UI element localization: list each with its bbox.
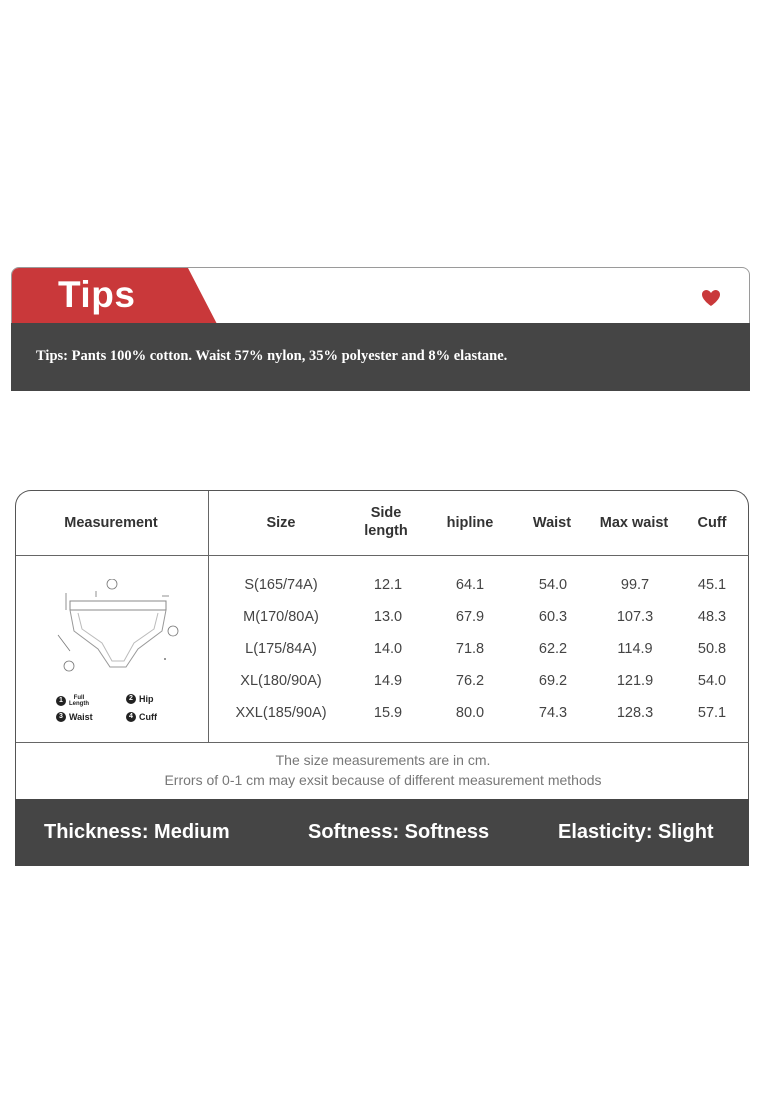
cell-cuff: 48.3 <box>697 609 727 625</box>
header-hipline: hipline <box>446 515 494 531</box>
legend-hip-label: Hip <box>139 694 154 704</box>
body-divider <box>16 742 749 743</box>
cell-max-waist: 114.9 <box>617 641 653 657</box>
cell-hipline: 76.2 <box>455 673 485 689</box>
legend-cuff <box>126 712 157 722</box>
header-waist: Waist <box>532 515 572 531</box>
legend-full-length-label: Full Length <box>69 695 89 707</box>
measurement-disclaimer: Errors of 0-1 cm may exsit because of different measurement methods <box>164 772 602 788</box>
header-side-length-line2: length <box>364 523 408 539</box>
cell-max-waist: 99.7 <box>620 577 650 593</box>
briefs-diagram <box>52 579 182 689</box>
measurement-note: The size measurements are in cm. <box>275 752 491 768</box>
legend-marker-4: 4 <box>126 712 136 722</box>
cell-waist: 54.0 <box>538 577 568 593</box>
cell-max-waist: 128.3 <box>616 705 654 721</box>
header-size: Size <box>266 515 296 531</box>
legend-hip <box>126 694 154 704</box>
header-cuff: Cuff <box>697 515 727 531</box>
tips-bar <box>11 323 750 391</box>
cell-cuff: 57.1 <box>697 705 727 721</box>
softness-attribute: Softness: Softness <box>308 821 490 843</box>
legend-full-length <box>56 695 89 707</box>
cell-cuff: 50.8 <box>697 641 727 657</box>
size-table <box>15 490 749 799</box>
cell-hipline: 80.0 <box>455 705 485 721</box>
tips-text: Tips: Pants 100% cotton. Waist 57% nylon, 35% polyester and 8% elastane. <box>36 348 508 364</box>
legend-cuff-label: Cuff <box>139 712 157 722</box>
size-chart <box>15 490 749 866</box>
header-side-length <box>346 504 426 540</box>
header-max-waist: Max waist <box>599 515 669 531</box>
elasticity-attribute: Elasticity: Slight <box>558 821 714 843</box>
cell-size: XL(180/90A) <box>240 673 322 689</box>
tips-title: Tips <box>58 274 136 315</box>
cell-waist: 62.2 <box>538 641 568 657</box>
legend-marker-2: 2 <box>126 694 136 704</box>
header-side-length-line1: Side <box>370 505 402 521</box>
cell-side-length: 13.0 <box>373 609 403 625</box>
cell-side-length: 14.9 <box>373 673 403 689</box>
header-measurement: Measurement <box>64 515 158 531</box>
legend-marker-1: 1 <box>56 696 66 706</box>
cell-side-length: 15.9 <box>373 705 403 721</box>
legend-waist-label: Waist <box>69 712 93 722</box>
cell-cuff: 45.1 <box>697 577 727 593</box>
tips-header <box>11 267 750 323</box>
cell-hipline: 64.1 <box>455 577 485 593</box>
cell-waist: 60.3 <box>538 609 568 625</box>
column-divider <box>208 491 209 742</box>
legend-waist <box>56 712 93 722</box>
cell-max-waist: 107.3 <box>616 609 654 625</box>
cell-size: S(165/74A) <box>244 577 318 593</box>
thickness-attribute: Thickness: Medium <box>44 821 230 843</box>
cell-side-length: 14.0 <box>373 641 403 657</box>
heart-icon <box>701 289 721 307</box>
attributes-bar <box>15 799 749 866</box>
cell-size: M(170/80A) <box>243 609 319 625</box>
cell-cuff: 54.0 <box>697 673 727 689</box>
legend-marker-3: 3 <box>56 712 66 722</box>
cell-hipline: 67.9 <box>455 609 485 625</box>
cell-max-waist: 121.9 <box>616 673 654 689</box>
cell-waist: 74.3 <box>538 705 568 721</box>
tips-panel <box>11 267 750 391</box>
cell-side-length: 12.1 <box>373 577 403 593</box>
cell-size: L(175/84A) <box>245 641 317 657</box>
cell-size: XXL(185/90A) <box>235 705 327 721</box>
header-divider <box>16 555 749 556</box>
cell-waist: 69.2 <box>538 673 568 689</box>
cell-hipline: 71.8 <box>455 641 485 657</box>
